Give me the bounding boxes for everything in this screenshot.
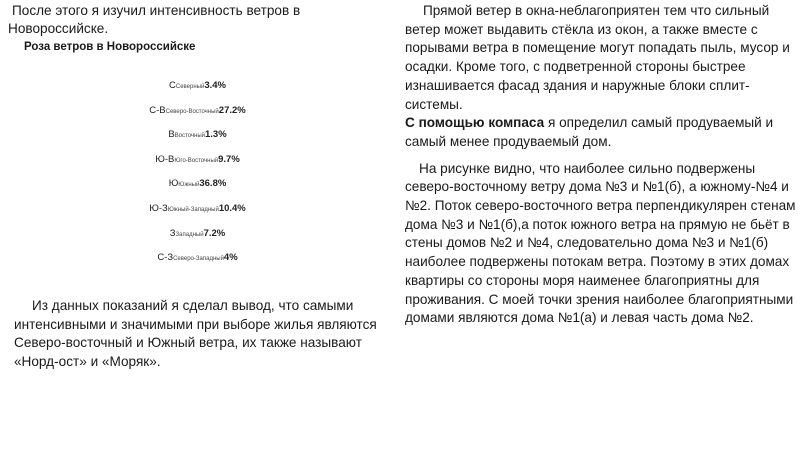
wind-direction-abbr: С-З bbox=[157, 252, 174, 264]
wind-direction-name: Северо-Восточный bbox=[165, 108, 219, 115]
wind-direction-name: Восточный bbox=[174, 133, 205, 140]
compass-bold-text: С помощью компаса bbox=[405, 115, 545, 131]
wind-row bbox=[90, 105, 305, 116]
wind-direction-value: 1.3% bbox=[205, 129, 227, 141]
conclusion-text: Из данных показаний я сделал вывод, что самыми интенсивными и значимыми при выборе жилья являются Северо-восточный и Южный ветра, их также называют «Норд-ост» и «Моряк». bbox=[14, 298, 377, 369]
wind-direction-name: Юго-Восточный bbox=[174, 157, 219, 164]
wind-direction-abbr: З bbox=[169, 227, 176, 239]
right-column bbox=[405, 2, 797, 328]
wind-row bbox=[90, 178, 305, 189]
wind-direction-abbr: С bbox=[169, 80, 176, 91]
wind-direction-abbr: Ю bbox=[168, 178, 179, 190]
wind-direction-value: 10.4% bbox=[218, 203, 246, 214]
wind-direction-name: Южный bbox=[178, 182, 200, 189]
compass-paragraph bbox=[405, 114, 797, 151]
wind-direction-value: 4% bbox=[223, 252, 238, 264]
wind-row bbox=[90, 203, 305, 214]
wind-direction-abbr: В bbox=[168, 129, 175, 141]
wind-direction-name: Северный bbox=[175, 84, 205, 90]
wind-row bbox=[90, 228, 305, 239]
wind-direction-value: 36.8% bbox=[199, 178, 227, 190]
wind-direction-name: Южный-Западный bbox=[167, 207, 219, 213]
wind-row bbox=[90, 129, 305, 140]
wind-direction-name: Западный bbox=[175, 231, 204, 238]
window-wind-paragraph: Прямой ветер в окна-неблагоприятен тем что сильный ветер может выдавить стёкла из окон, а также вместе с порывами ветра в помещение могут попадать пыль, мусор и осадки. Кроме того, с подветренной стороны быстрее изнашивается фасад здания и наружные блоки сплит-системы. bbox=[405, 3, 790, 112]
wind-direction-name: Северо-Западный bbox=[173, 256, 224, 263]
intro-text: После этого я изучил интенсивность ветров в Новороссийске. bbox=[8, 3, 301, 36]
compass-rest-text: я определил самый продуваемый и самый менее продуваемый дом. bbox=[405, 115, 774, 149]
wind-direction-abbr: Ю-В bbox=[155, 153, 175, 165]
wind-row bbox=[90, 252, 305, 263]
wind-direction-abbr: Ю-З bbox=[149, 203, 168, 214]
wind-direction-value: 7.2% bbox=[203, 227, 226, 239]
wind-direction-value: 9.7% bbox=[218, 153, 240, 165]
wind-row bbox=[90, 80, 305, 91]
analysis-paragraph: На рисунке видно, что наиболее сильно подвержены северо-восточному ветру дома №3 и №1(б), а южному-№4 и №2. Поток северо-восточного ветра перпендикулярен стенам дома №3 и №1(б),а поток южного ветра на прямую не бьёт в стены домов №2 и №4, следовательно дома №3 и №1(б) наиболее подвержены потокам ветра. Поэтому в этих домах квартиры со стороны моря наименее благоприятны для проживания. С моей точки зрения наиболее благоприятными домами являются дома №1(а) и левая часть дома №2. bbox=[405, 160, 796, 326]
wind-direction-value: 27.2% bbox=[218, 104, 246, 116]
wind-rose-title: Роза ветров в Новороссийске bbox=[24, 41, 196, 53]
wind-direction-abbr: С-В bbox=[149, 104, 166, 116]
wind-direction-value: 3.4% bbox=[204, 80, 226, 91]
wind-row bbox=[90, 154, 305, 165]
